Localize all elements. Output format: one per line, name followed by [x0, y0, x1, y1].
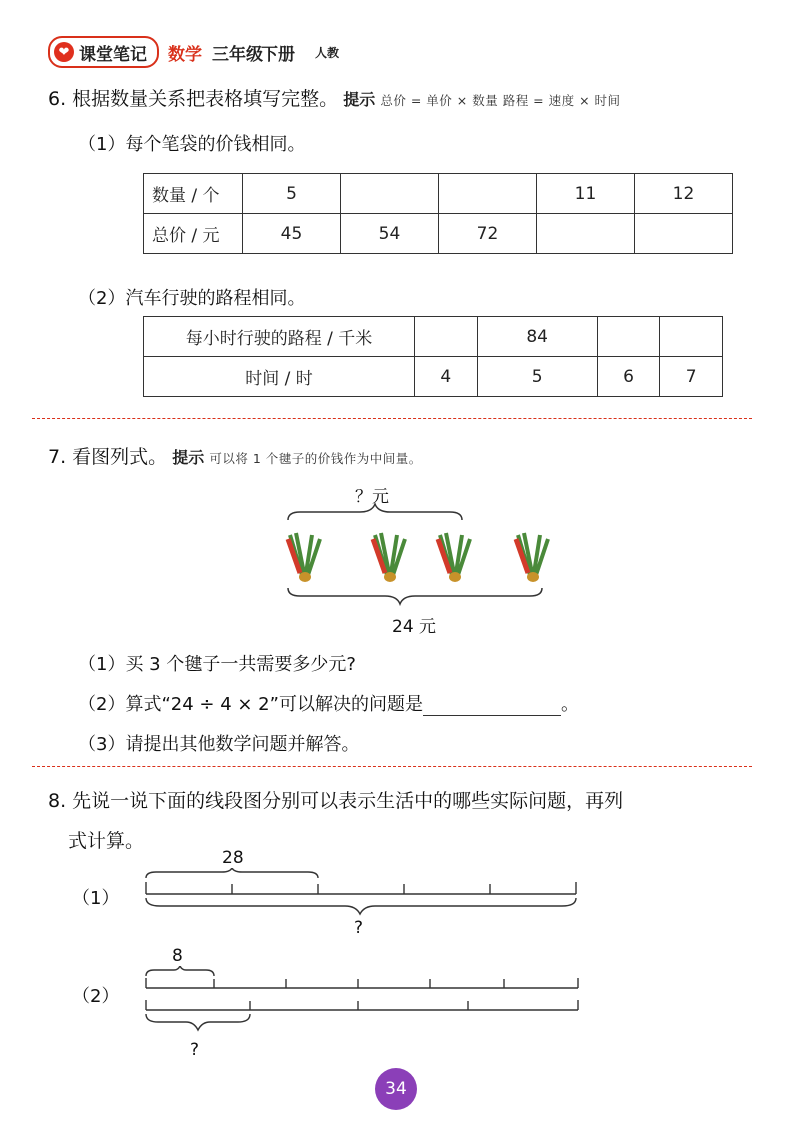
table-row — [144, 174, 733, 214]
table-row — [144, 317, 723, 357]
table-cell[interactable]: 7 — [660, 357, 723, 397]
table-cell[interactable] — [537, 214, 635, 254]
grade-label: 三年级 — [212, 45, 263, 65]
unknown-brace — [146, 1014, 250, 1030]
q7-sub1: （1）买 3 个毽子一共需要多少元? — [78, 654, 356, 675]
answer-blank[interactable] — [423, 697, 561, 716]
shuttlecock-icon — [288, 533, 320, 582]
table-cell[interactable]: 84 — [477, 317, 597, 357]
q8-part2-known: 8 — [172, 946, 183, 966]
q6-part1-label: （1）每个笔袋的价钱相同。 — [78, 134, 306, 155]
q7-sub2-text: （2）算式“24 ÷ 4 × 2”可以解决的问题是 — [78, 694, 423, 715]
section-divider — [32, 418, 752, 419]
total-brace — [146, 898, 576, 914]
shuttlecock-icon — [438, 533, 470, 582]
table-cell[interactable] — [341, 174, 439, 214]
q7-header — [48, 442, 422, 469]
table-cell[interactable] — [415, 317, 478, 357]
table-head-cell: 数量 / 个 — [144, 174, 243, 214]
table-cell[interactable] — [439, 174, 537, 214]
q7-title: 7. 看图列式。 — [48, 446, 168, 468]
known-brace — [146, 966, 214, 976]
table-cell[interactable]: 4 — [415, 357, 478, 397]
q7-sub2 — [78, 690, 579, 716]
segment-diagram-2 — [140, 966, 590, 1036]
table-cell[interactable]: 54 — [341, 214, 439, 254]
q6-hint-text: 总价 = 单价 × 数量 路程 = 速度 × 时间 — [380, 93, 621, 108]
publisher-label: 人教 — [315, 46, 340, 60]
section-divider — [32, 766, 752, 767]
table-cell[interactable]: 6 — [597, 357, 660, 397]
table-cell[interactable] — [597, 317, 660, 357]
brand-name: 课堂笔记 — [79, 44, 147, 65]
table-cell[interactable]: 12 — [635, 174, 733, 214]
page-number: 34 — [375, 1068, 417, 1110]
table-head-cell: 总价 / 元 — [144, 214, 243, 254]
shuttlecock-diagram — [260, 500, 560, 610]
shuttlecock-icon — [516, 533, 548, 582]
table-cell[interactable]: 45 — [243, 214, 341, 254]
q7-top-label: ？元 — [355, 487, 389, 507]
q7-bottom-label: 24 元 — [392, 617, 437, 637]
table-head-cell: 每小时行驶的路程 / 千米 — [144, 317, 415, 357]
q7-hint-label: 提示 — [172, 448, 205, 467]
subject-label: 数学 — [168, 45, 202, 65]
q6-part2-label: （2）汽车行驶的路程相同。 — [78, 288, 306, 309]
table-head-cell: 时间 / 时 — [144, 357, 415, 397]
q6-table-1 — [143, 173, 733, 254]
q8-title-line1: 8. 先说一说下面的线段图分别可以表示生活中的哪些实际问题，再列 — [48, 790, 624, 812]
heart-icon: ❤ — [54, 42, 74, 62]
table-cell[interactable]: 5 — [477, 357, 597, 397]
q8-part1-unknown: ? — [354, 918, 364, 938]
top-brace — [288, 504, 462, 520]
q8-part1-label: （1） — [72, 888, 120, 909]
q7-sub2-end: 。 — [560, 694, 579, 715]
q8-part1-known: 28 — [222, 848, 244, 868]
q8-title-line2: 式计算。 — [68, 830, 145, 852]
table-cell[interactable]: 72 — [439, 214, 537, 254]
brand-badge — [48, 36, 159, 68]
volume-label: 下册 — [261, 45, 295, 65]
q7-hint-text: 可以将 1 个毽子的价钱作为中间量。 — [209, 451, 422, 466]
table-cell[interactable] — [635, 214, 733, 254]
q6-title: 6. 根据数量关系把表格填写完整。 — [48, 88, 339, 110]
q8-part2-unknown: ? — [190, 1040, 200, 1060]
table-cell[interactable]: 11 — [537, 174, 635, 214]
q6-header — [48, 84, 621, 111]
bottom-brace — [288, 588, 542, 604]
table-cell[interactable] — [660, 317, 723, 357]
q6-table-2 — [143, 316, 723, 397]
q7-sub3: （3）请提出其他数学问题并解答。 — [78, 734, 360, 755]
table-cell[interactable]: 5 — [243, 174, 341, 214]
q6-hint-label: 提示 — [343, 90, 376, 109]
table-row — [144, 214, 733, 254]
q8-part2-label: （2） — [72, 986, 120, 1007]
shuttlecock-icon — [373, 533, 405, 582]
known-brace — [146, 868, 318, 878]
table-row — [144, 357, 723, 397]
segment-diagram-1 — [140, 868, 590, 928]
